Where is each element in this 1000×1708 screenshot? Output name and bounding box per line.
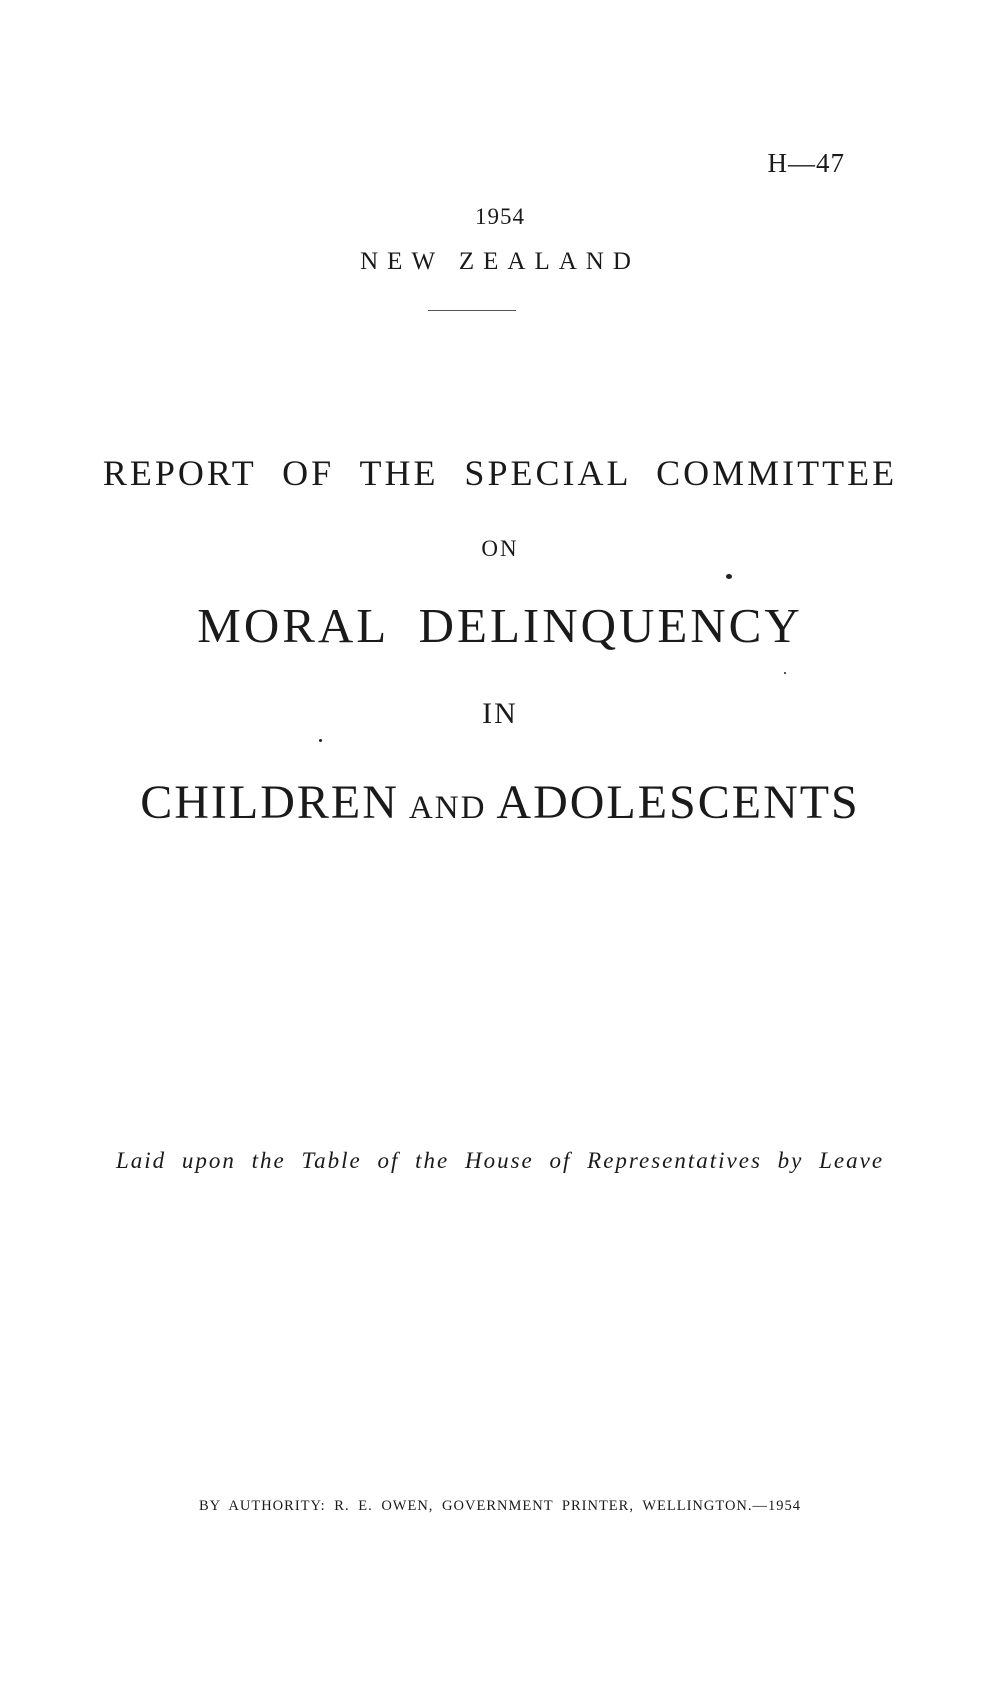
laid-upon-statement: Laid upon the Table of the House of Representatives by Leave bbox=[115, 1148, 885, 1173]
report-main-title: MORAL DELINQUENCY bbox=[197, 598, 803, 653]
report-subject-title bbox=[0, 775, 1000, 830]
country-name: NEW ZEALAND bbox=[360, 248, 640, 275]
print-speck bbox=[319, 739, 322, 742]
printer-imprint: BY AUTHORITY: R. E. OWEN, GOVERNMENT PRINTER, WELLINGTON.—1954 bbox=[198, 1498, 802, 1514]
title-connector-in: IN bbox=[482, 697, 518, 730]
subject-part-adolescents: ADOLESCENTS bbox=[496, 776, 860, 829]
publication-year: 1954 bbox=[475, 204, 525, 229]
print-speck bbox=[726, 574, 732, 579]
divider-rule bbox=[428, 310, 516, 311]
title-connector-on: ON bbox=[481, 536, 519, 561]
report-title-line: REPORT OF THE SPECIAL COMMITTEE bbox=[102, 453, 898, 493]
document-number: H—47 bbox=[767, 148, 845, 178]
subject-conjunction: AND bbox=[408, 790, 487, 826]
subject-part-children: CHILDREN bbox=[140, 776, 399, 829]
print-speck bbox=[784, 672, 786, 674]
